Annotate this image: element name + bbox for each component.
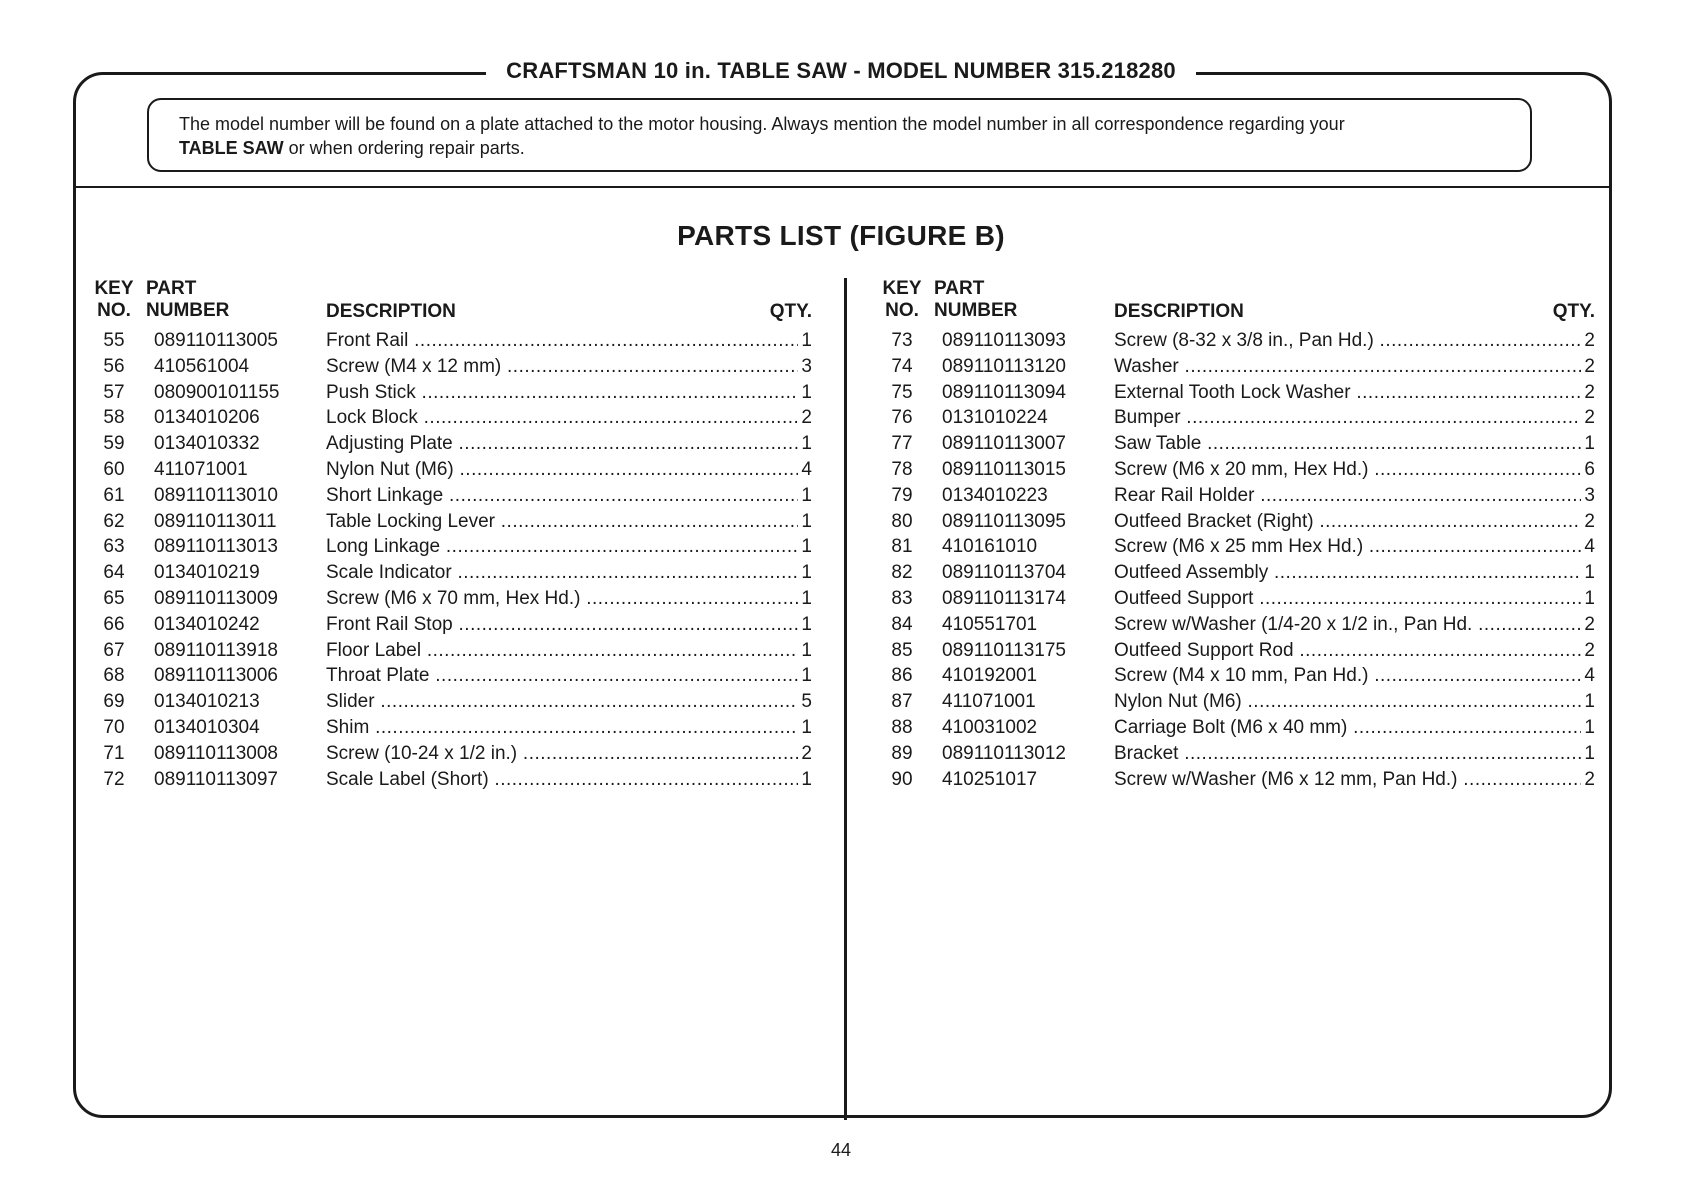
part-quantity: 1 [801,536,812,558]
part-quantity: 2 [801,407,812,429]
part-description: Table Locking Lever ..... [326,509,798,535]
key-number: 88 [891,716,913,738]
part-quantity: 1 [801,562,812,584]
part-description: Rear Rail Holder ..... [1114,483,1581,509]
key-number: 64 [103,562,125,584]
part-number: 410192001 [942,665,1038,687]
part-description: Throat Plate ..... [326,663,798,689]
part-number: 0134010223 [942,484,1048,506]
part-quantity: 1 [1584,716,1595,738]
key-number: 90 [891,768,913,790]
part-number: 411071001 [154,458,248,480]
key-number: 65 [103,587,125,609]
part-row [92,767,812,793]
part-number: 089110113120 [942,355,1066,377]
part-row [880,354,1595,380]
part-description: Carriage Bolt (M6 x 40 mm) ..... [1114,715,1581,741]
part-quantity: 1 [801,587,812,609]
part-row [880,509,1595,535]
key-number: 58 [103,407,125,429]
part-quantity: 2 [1584,768,1595,790]
notice-tail: or when ordering repair parts. [283,138,525,158]
key-number: 61 [103,484,125,506]
key-number: 60 [103,458,125,480]
header-key-no: KEY NO. [882,278,922,321]
notice-bold-term: TABLE SAW [179,138,284,158]
part-quantity: 1 [801,433,812,455]
part-row [880,741,1595,767]
part-row [92,689,812,715]
part-number: 0134010206 [154,407,260,429]
header-qty: QTY. [1552,301,1595,322]
part-quantity: 2 [1584,639,1595,661]
part-row [92,715,812,741]
part-row [92,509,812,535]
part-quantity: 1 [801,330,812,351]
header-description: DESCRIPTION [1114,301,1244,322]
part-row [880,457,1595,483]
part-row [92,741,812,767]
part-description: Adjusting Plate ..... [326,431,798,457]
part-quantity: 1 [801,716,812,738]
key-number: 66 [103,613,125,635]
part-number: 089110113011 [154,510,277,532]
part-quantity: 1 [801,639,812,661]
part-number: 089110113174 [942,587,1066,609]
key-number: 67 [103,639,125,661]
part-description: Outfeed Support Rod ..... [1114,638,1581,664]
part-quantity: 1 [1584,433,1595,455]
part-row [880,638,1595,664]
key-number: 59 [103,433,125,455]
part-description: Floor Label ..... [326,638,798,664]
key-number: 74 [891,355,913,377]
part-quantity: 1 [801,665,812,687]
part-number: 0134010304 [154,716,260,738]
key-number: 62 [103,510,125,532]
part-description: Shim ..... [326,715,798,741]
part-quantity: 1 [1584,587,1595,609]
part-row [92,586,812,612]
part-row [92,405,812,431]
part-description: Outfeed Support ..... [1114,586,1581,612]
key-number: 76 [891,407,913,429]
part-description: Screw (M6 x 70 mm, Hex Hd.) ..... [326,586,798,612]
part-quantity: 2 [1584,613,1595,635]
header-divider [73,186,1612,188]
key-number: 87 [891,691,913,713]
part-quantity: 1 [801,510,812,532]
part-quantity: 1 [801,484,812,506]
part-description: Nylon Nut (M6) ..... [1114,689,1581,715]
part-row [880,405,1595,431]
header-part-number: PART NUMBER [934,278,1018,321]
part-description: Screw w/Washer (1/4-20 x 1/2 in., Pan Hd. ..... [1114,612,1581,638]
part-description: Long Linkage ..... [326,534,798,560]
part-number: 089110113005 [154,330,278,351]
part-row [92,354,812,380]
key-number: 55 [103,330,125,351]
key-number: 82 [891,562,913,584]
part-number: 410251017 [942,768,1038,790]
part-number: 089110113097 [154,768,278,790]
part-number: 089110113007 [942,433,1066,455]
part-row [880,534,1595,560]
key-number: 70 [103,716,125,738]
parts-column-right [880,278,1595,792]
model-title-bar [0,58,1682,84]
model-number-notice [147,98,1532,172]
part-description: Screw (M4 x 10 mm, Pan Hd.) ..... [1114,663,1581,689]
part-number: 089110113918 [154,639,278,661]
part-row [880,328,1595,354]
part-row [92,638,812,664]
model-title: CRAFTSMAN 10 in. TABLE SAW - MODEL NUMBER 315.218280 [486,58,1196,83]
part-description: Bracket ..... [1114,741,1581,767]
key-number: 89 [891,742,913,764]
key-number: 78 [891,458,913,480]
part-number: 089110113006 [154,665,278,687]
part-quantity: 1 [1584,562,1595,584]
page-number: 44 [830,1140,852,1160]
part-number: 089110113093 [942,330,1066,351]
part-number: 411071001 [942,691,1036,713]
part-number: 0134010242 [154,613,260,635]
part-quantity: 6 [1584,458,1595,480]
part-row [92,483,812,509]
part-number: 089110113009 [154,587,278,609]
part-description: Saw Table ..... [1114,431,1581,457]
part-number: 0134010213 [154,691,260,713]
part-number: 089110113012 [942,742,1066,764]
part-row [92,328,812,354]
part-description: Nylon Nut (M6) ..... [326,457,798,483]
part-number: 089110113015 [942,458,1066,480]
notice-text: The model number will be found on a plate attached to the motor housing. Always mention the model number in all correspondence regarding your [179,114,1345,134]
parts-column-left [92,278,812,792]
key-number: 85 [891,639,913,661]
part-description: External Tooth Lock Washer ..... [1114,380,1581,406]
section-title: PARTS LIST (FIGURE B) [677,220,1005,251]
part-number: 410031002 [942,716,1038,738]
part-description: Screw (M4 x 12 mm) ..... [326,354,798,380]
header-description: DESCRIPTION [326,301,456,322]
part-row [880,483,1595,509]
part-quantity: 2 [1584,355,1595,377]
key-number: 56 [103,355,125,377]
part-row [92,612,812,638]
key-number: 68 [103,665,125,687]
part-row [92,663,812,689]
part-quantity: 3 [801,355,812,377]
key-number: 81 [891,536,913,558]
part-description: Front Rail ..... [326,328,798,354]
part-quantity: 2 [1584,407,1595,429]
part-description: Slider ..... [326,689,798,715]
part-quantity: 1 [1584,691,1595,713]
parts-table-header [92,278,812,328]
part-row [92,431,812,457]
part-quantity: 2 [801,742,812,764]
part-quantity: 1 [801,381,812,403]
part-number: 089110113095 [942,510,1066,532]
part-description: Outfeed Assembly ..... [1114,560,1581,586]
part-row [880,380,1595,406]
part-row [880,663,1595,689]
part-row [880,612,1595,638]
key-number: 57 [103,381,125,403]
part-number: 410561004 [154,355,250,377]
part-number: 089110113013 [154,536,278,558]
key-number: 80 [891,510,913,532]
part-description: Push Stick ..... [326,380,798,406]
part-description: Screw w/Washer (M6 x 12 mm, Pan Hd.) ..... [1114,767,1581,793]
part-description: Washer ..... [1114,354,1581,380]
key-number: 72 [103,768,125,790]
key-number: 75 [891,381,913,403]
part-quantity: 1 [1584,742,1595,764]
part-quantity: 2 [1584,381,1595,403]
part-description: Screw (10-24 x 1/2 in.) ..... [326,741,798,767]
part-number: 089110113010 [154,484,278,506]
part-number: 089110113008 [154,742,278,764]
part-quantity: 1 [801,768,812,790]
part-number: 089110113094 [942,381,1066,403]
part-description: Scale Label (Short) ..... [326,767,798,793]
part-row [880,689,1595,715]
part-description: Screw (8-32 x 3/8 in., Pan Hd.) ..... [1114,328,1581,354]
parts-rows-left [92,328,812,792]
part-row [880,560,1595,586]
part-description: Front Rail Stop ..... [326,612,798,638]
part-row [880,586,1595,612]
part-number: 0134010219 [154,562,260,584]
part-description: Short Linkage ..... [326,483,798,509]
part-row [92,534,812,560]
part-quantity: 1 [801,613,812,635]
part-row [92,560,812,586]
part-description: Bumper ..... [1114,405,1581,431]
part-description: Lock Block ..... [326,405,798,431]
parts-table-header [880,278,1595,328]
part-number: 089110113175 [942,639,1066,661]
key-number: 79 [891,484,913,506]
part-quantity: 2 [1584,510,1595,532]
key-number: 77 [891,433,913,455]
key-number: 73 [891,330,913,351]
parts-rows-right [880,328,1595,792]
key-number: 86 [891,665,913,687]
part-description: Outfeed Bracket (Right) ..... [1114,509,1581,535]
part-number: 089110113704 [942,562,1066,584]
part-quantity: 2 [1584,330,1595,351]
header-key-no: KEY NO. [94,278,134,321]
header-part-number: PART NUMBER [146,278,230,321]
part-quantity: 3 [1584,484,1595,506]
part-row [92,380,812,406]
part-description: Scale Indicator ..... [326,560,798,586]
part-quantity: 4 [1584,665,1595,687]
part-number: 410161010 [942,536,1038,558]
key-number: 71 [103,742,125,764]
part-description: Screw (M6 x 25 mm Hex Hd.) ..... [1114,534,1581,560]
key-number: 69 [103,691,125,713]
part-quantity: 4 [1584,536,1595,558]
part-number: 080900101155 [154,381,280,403]
key-number: 84 [891,613,913,635]
key-number: 83 [891,587,913,609]
part-quantity: 5 [801,691,812,713]
part-quantity: 4 [801,458,812,480]
part-row [880,715,1595,741]
part-number: 0131010224 [942,407,1048,429]
part-row [92,457,812,483]
part-description: Screw (M6 x 20 mm, Hex Hd.) ..... [1114,457,1581,483]
header-qty: QTY. [769,301,812,322]
part-number: 0134010332 [154,433,260,455]
key-number: 63 [103,536,125,558]
part-number: 410551701 [942,613,1038,635]
column-divider [844,278,847,1120]
part-row [880,767,1595,793]
part-row [880,431,1595,457]
